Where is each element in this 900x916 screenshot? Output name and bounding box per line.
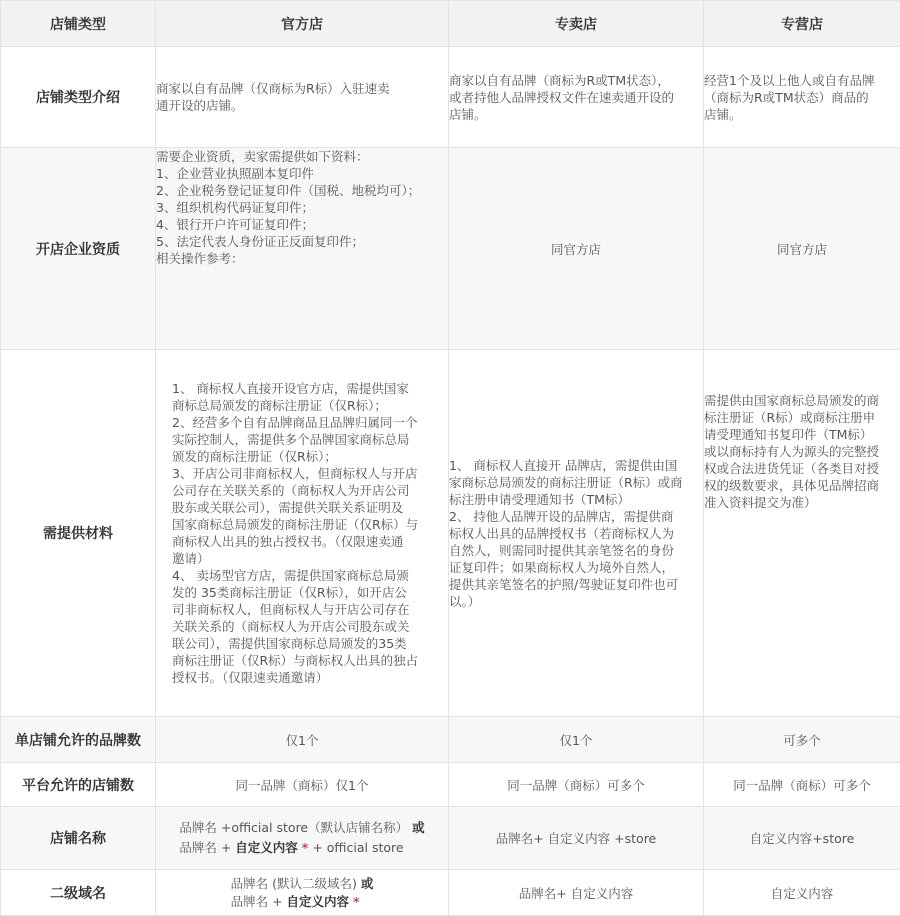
materials-official: 1、 商标权人直接开设官方店，需提供国家 商标总局颁发的商标注册证（仅R标）； 2、经营多个自有品牌商品且品牌归属同一个 实际控制人，需提供多个品牌国家商标总局 颁发的商标注册证（仅R标）； 3、开店公司非商标权人，但商标权人与开店 公司存在关联关系的（商标权人为开店公司 股东或关联公司），需提供关联关系证明及 国家商标总局颁发的商标注册证（仅R标）与 商标权人出具的独占授权书。（仅限速卖通 邀请） 4、 卖场型官方店，需提供国家商标总局颁 发的 35类商标注册证（仅R标），如开店公 司非商标权人，但商标权人与开店公司存在 关联关系的（商标权人为开店公司股东或关 联公司），需提供国家商标总局颁发的35类 商标注册证（仅R标）与商标权人出具的独占 授权书。（仅限速卖通邀请）	[156, 350, 449, 717]
materials-specialty: 需提供由国家商标总局颁发的商 标注册证（R标）或商标注册申 请受理通知书复印件（TM标） 或以商标持有人为源头的完整授 权或合法进货凭证（各类目对授 权的级数要求，具体见品牌招商 准入资料提交为准）	[704, 350, 900, 717]
brands-per-store-specialty: 可多个	[704, 717, 900, 763]
header-exclusive-store: 专卖店	[449, 1, 704, 47]
row-subdomain	[1, 870, 900, 916]
row-label-intro: 店铺类型介绍	[1, 47, 156, 148]
stores-per-platform-official: 同一品牌（商标）仅1个	[156, 763, 449, 807]
row-store-name	[1, 807, 900, 870]
row-label-store-name: 店铺名称	[1, 807, 156, 870]
brands-per-store-exclusive: 仅1个	[449, 717, 704, 763]
subdomain-exclusive: 品牌名+ 自定义内容	[449, 870, 704, 916]
store-name-exclusive: 品牌名+ 自定义内容 +store	[449, 807, 704, 870]
store-name-specialty: 自定义内容+store	[704, 807, 900, 870]
brands-per-store-official: 仅1个	[156, 717, 449, 763]
row-label-stores-per-platform: 平台允许的店铺数	[1, 763, 156, 807]
qualification-official: 需要企业资质，卖家需提供如下资料： 1、企业营业执照副本复印件 2、企业税务登记证复印件（国税、地税均可）； 3、组织机构代码证复印件； 4、银行开户许可证复印件； 5、法定代表人身份证正反面复印件； 相关操作参考：	[156, 148, 449, 350]
subdomain-specialty: 自定义内容	[704, 870, 900, 916]
header-official-store: 官方店	[156, 1, 449, 47]
row-label-materials: 需提供材料	[1, 350, 156, 717]
row-brands-per-store	[1, 717, 900, 763]
header-specialty-store: 专营店	[704, 1, 900, 47]
row-stores-per-platform	[1, 763, 900, 807]
intro-specialty: 经营1个及以上他人或自有品牌 （商标为R或TM状态）商品的 店铺。	[704, 47, 900, 148]
row-intro	[1, 47, 900, 148]
qualification-exclusive: 同官方店	[449, 148, 704, 350]
stores-per-platform-exclusive: 同一品牌（商标）可多个	[449, 763, 704, 807]
intro-official: 商家以自有品牌（仅商标为R标）入驻速卖 通开设的店铺。	[156, 47, 449, 148]
row-label-subdomain: 二级域名	[1, 870, 156, 916]
qualification-specialty: 同官方店	[704, 148, 900, 350]
header-store-type: 店铺类型	[1, 1, 156, 47]
materials-exclusive: 1、 商标权人直接开 品牌店，需提供由国 家商标总局颁发的商标注册证（R标）或商 标注册申请受理通知书（TM标） 2、 持他人品牌开设的品牌店，需提供商 标权人出具的品牌授权书（若商标权人为 自然人，则需同时提供其亲笔签名的身份 证复印件；如果商标权人为境外自然人， 提供其亲笔签名的护照/驾驶证复印件也可 以。）	[449, 350, 704, 717]
row-label-qualification: 开店企业资质	[1, 148, 156, 350]
header-row	[1, 1, 900, 47]
row-label-brands-per-store: 单店铺允许的品牌数	[1, 717, 156, 763]
store-name-official: 品牌名 +official store（默认店铺名称） 或 品牌名 + 自定义内容 * + official store	[156, 807, 449, 870]
row-materials	[1, 350, 900, 717]
intro-exclusive: 商家以自有品牌（商标为R或TM状态）， 或者持他人品牌授权文件在速卖通开设的 店铺。	[449, 47, 704, 148]
stores-per-platform-specialty: 同一品牌（商标）可多个	[704, 763, 900, 807]
row-qualification	[1, 148, 900, 350]
subdomain-official: 品牌名 (默认二级域名) 或 品牌名 + 自定义内容 *	[156, 870, 449, 916]
